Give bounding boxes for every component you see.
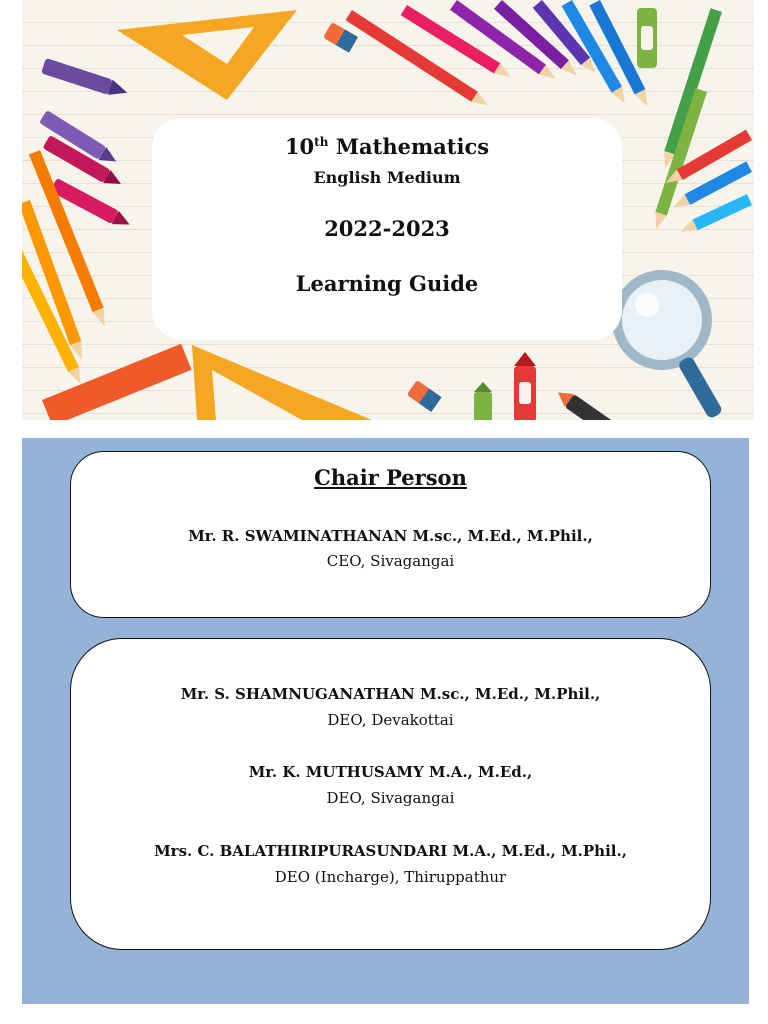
officers-card [70,638,711,950]
officer-role: DEO (Incharge), Thiruppathur [274,868,507,886]
chair-person-name: Mr. R. SWAMINATHANAN M.sc., M.Ed., M.Phil., [188,527,593,545]
chair-person-heading: Chair Person [314,465,467,490]
officer-name: Mr. K. MUTHUSAMY M.A., M.Ed., [248,763,533,781]
protractor-icon [192,345,372,420]
medium-label: English Medium [313,168,461,187]
guide-title: Learning Guide [295,271,479,296]
pencil-icon [659,8,722,170]
officer-name: Mrs. C. BALATHIRIPURASUNDARI M.A., M.Ed., M.Phil., [154,842,627,860]
officer-role: DEO, Sivagangai [326,789,455,807]
title-card [152,118,622,340]
grade-subject-title [152,134,622,159]
triangle-ruler-icon [117,10,297,100]
crayon-icon [514,352,536,420]
crayon-icon [41,58,130,100]
eraser-icon [323,22,358,53]
cover-banner [22,0,754,420]
grade-number: 10 [284,134,315,159]
officer-role: DEO, Devakottai [327,711,454,729]
eraser-icon [407,380,442,412]
committee-panel [22,438,749,1004]
crayon-icon [474,382,492,420]
chair-person-card [70,451,711,618]
crayon-icon [637,8,657,68]
grade-suffix: th [314,135,329,149]
academic-year: 2022-2023 [324,216,450,241]
subject-name: Mathematics [335,134,490,159]
crayon-icon [553,386,615,420]
chair-person-role: CEO, Sivagangai [326,552,455,570]
magnifying-glass-icon [617,275,723,420]
officer-name: Mr. S. SHAMNUGANATHAN M.sc., M.Ed., M.Phil., [180,685,601,703]
